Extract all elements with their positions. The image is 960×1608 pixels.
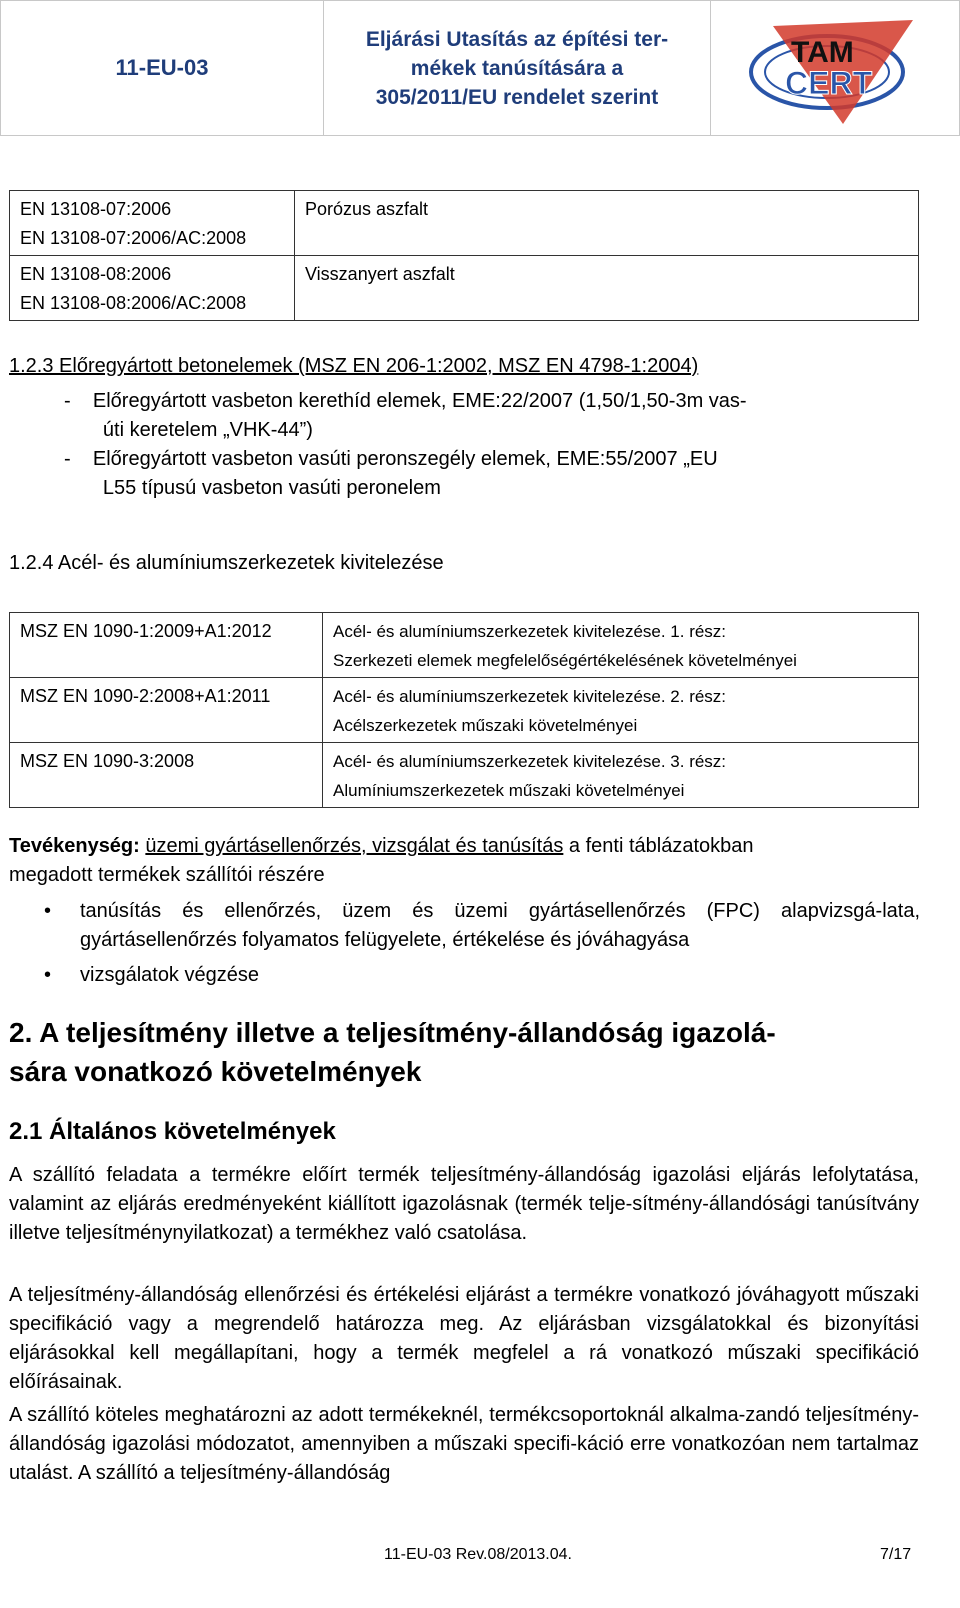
section-123-list — [64, 387, 920, 503]
heading-line: 2. A teljesítmény illetve a teljesítmény-állandóság igazolá- — [9, 1017, 776, 1048]
footer-page-number: 7/17 — [880, 1546, 912, 1563]
section-heading-123 — [9, 352, 698, 381]
section-heading-link[interactable]: 1.2.3 Előregyártott betonelemek (MSZ EN 206-1:2002, MSZ EN 4798-1:2004) — [9, 355, 699, 377]
table-row — [10, 191, 919, 256]
standard-code: EN 13108-08:2006 — [20, 264, 172, 284]
tam-cert-logo — [747, 12, 923, 124]
activity-link[interactable]: üzemi gyártásellenőrzés, vizsgálat és tanúsítás — [145, 835, 564, 857]
section-heading-124: 1.2.4 Acél- és alumíniumszerkezetek kivitelezése — [9, 552, 444, 574]
list-item: úti keretelem „VHK-44”) — [64, 419, 313, 441]
paragraph: A szállító köteles meghatározni az adott termékeknél, termékcsoportoknál alkalma-zandó teljesítmény-állandóság igazolási módozatot, amennyiben a műszaki specifi-káció erre vonatkozóan nem tartalmaz utalást. A szállító a teljesítmény-állandóság — [9, 1404, 919, 1484]
list-item: - Előregyártott vasbeton kerethíd elemek, EME:22/2007 (1,50/1,50-3m vas- — [64, 390, 747, 412]
description-cell — [323, 613, 919, 678]
bullet-text: vizsgálatok végzése — [80, 964, 259, 986]
standard-cell — [10, 743, 323, 808]
asphalt-standards-table — [9, 190, 919, 321]
standard-code: EN 13108-07:2006/AC:2008 — [20, 228, 247, 248]
logo-text-cert: CERT — [785, 65, 873, 101]
table-row — [10, 743, 919, 808]
doc-title — [366, 25, 668, 112]
doc-title-line: Eljárási Utasítás az építési ter- — [365, 27, 669, 51]
activity-line-2: megadott termékek szállítói részére — [9, 864, 325, 886]
doc-title-cell — [324, 1, 711, 135]
logo-text-tam: TAM — [791, 36, 854, 69]
bullet-text: tanúsítás és ellenőrzés, üzem és üzemi gyártásellenőrzés (FPC) alapvizsgá-lata, gyártásellenőrzés folyamatos felügyelete, értékelése és jóváhagyása — [80, 900, 920, 951]
list-item: - Előregyártott vasbeton vasúti peronszegély elemek, EME:55/2007 „EU — [64, 448, 718, 470]
standard-cell — [10, 191, 295, 256]
steel-aluminium-standards-table — [9, 612, 919, 808]
activity-text: a fenti táblázatokban — [563, 835, 754, 857]
product-name: Visszanyert aszfalt — [305, 264, 455, 284]
bullet-icon: • — [44, 964, 52, 986]
description-line: Acél- és alumíniumszerkezetek kivitelezése. 1. rész: — [333, 622, 727, 641]
doc-code-cell — [1, 1, 324, 135]
standard-code: MSZ EN 1090-3:2008 — [20, 751, 195, 771]
table-row — [10, 678, 919, 743]
footer-revision: 11-EU-03 Rev.08/2013.04. — [384, 1546, 572, 1563]
paragraph: A szállító feladata a termékre előírt termék teljesítmény-állandóság igazolási eljárás lefolytatása, valamint az eljárás eredményeként kiállított igazolásnak (termék telje-sítmény-állandósági tanúsítvány illetve teljesítménynyilatkozat) a termékhez való csatolása. — [9, 1164, 919, 1244]
heading-line: sára vonatkozó követelmények — [9, 1056, 422, 1087]
activity-label: Tevékenység: — [9, 835, 140, 857]
standard-code: MSZ EN 1090-1:2009+A1:2012 — [20, 621, 272, 641]
description-line: Alumíniumszerkezetek műszaki követelményei — [333, 781, 685, 800]
activity-paragraph — [9, 832, 921, 890]
description-line: Szerkezeti elemek megfelelőségértékelésének követelményei — [333, 651, 797, 670]
paragraph: A teljesítmény-állandóság ellenőrzési és értékelési eljárást a termékre vonatkozó jóváhagyott műszaki specifikáció vagy a megrendelő határozza meg. Az eljárásban vizsgálatokkal és bizonyítási eljárásokkal kell megállapítani, hogy a termék megfelel a rá vonatkozó műszaki specifikáció előírásainak. — [9, 1284, 919, 1393]
description-line: Acél- és alumíniumszerkezetek kivitelezése. 3. rész: — [333, 752, 727, 771]
list-item: L55 típusú vasbeton vasúti peronelem — [64, 477, 441, 499]
description-line: Acélszerkezetek műszaki követelményei — [333, 716, 638, 735]
standard-code: EN 13108-07:2006 — [20, 199, 172, 219]
doc-title-line: mékek tanúsítására a — [410, 56, 624, 80]
product-cell — [295, 256, 919, 321]
doc-code: 11-EU-03 — [115, 55, 209, 80]
product-name: Porózus aszfalt — [305, 199, 429, 219]
activity-line — [9, 832, 921, 861]
description-cell — [323, 678, 919, 743]
table-row — [10, 256, 919, 321]
product-cell — [295, 191, 919, 256]
standard-code: MSZ EN 1090-2:2008+A1:2011 — [20, 686, 271, 706]
description-cell — [323, 743, 919, 808]
list-item — [44, 961, 920, 991]
standard-cell — [10, 256, 295, 321]
section-21-heading: 2.1 Általános követelmények — [9, 1118, 336, 1145]
logo-cell — [711, 1, 959, 135]
description-line: Acél- és alumíniumszerkezetek kivitelezése. 2. rész: — [333, 687, 727, 706]
standard-cell — [10, 613, 323, 678]
section-2-heading — [9, 1013, 919, 1091]
doc-title-line: 305/2011/EU rendelet szerint — [375, 85, 659, 109]
document-header — [0, 0, 960, 136]
table-row — [10, 613, 919, 678]
standard-code: EN 13108-08:2006/AC:2008 — [20, 293, 247, 313]
bullet-icon: • — [44, 900, 52, 922]
list-item — [44, 897, 920, 957]
standard-cell — [10, 678, 323, 743]
